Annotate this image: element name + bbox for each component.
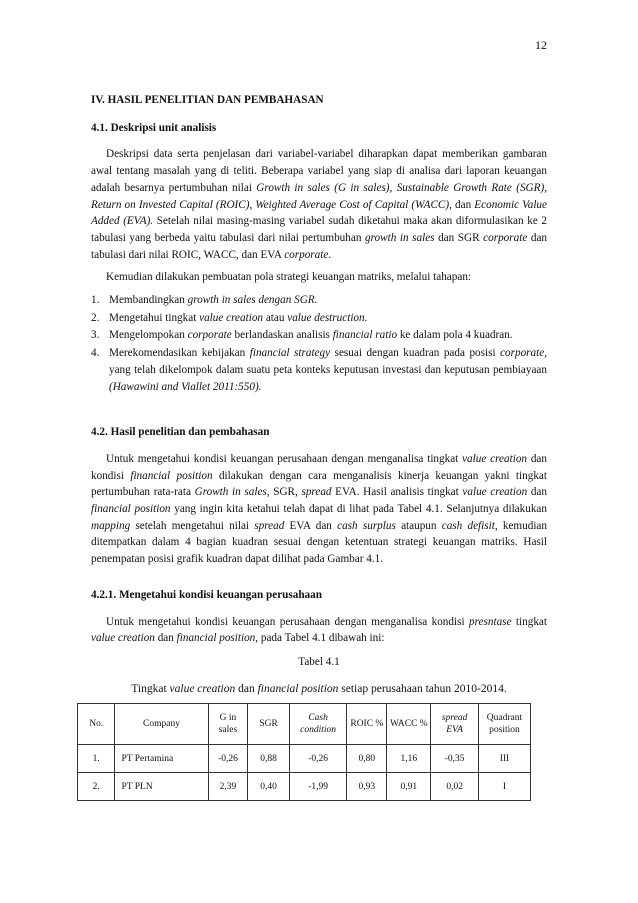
- text-run: ataupun: [395, 519, 442, 532]
- text-run: spread: [301, 486, 332, 499]
- section-heading: IV. HASIL PENELITIAN DAN PEMBAHASAN: [91, 94, 324, 106]
- header-g-in-sales: G in sales: [208, 704, 248, 745]
- list-number: 3.: [91, 329, 100, 342]
- text-run: .: [328, 248, 332, 261]
- table-row: [78, 745, 531, 773]
- text-run: pada Tabel 4.1 dibawah ini:: [258, 632, 385, 645]
- text-run: value creation: [462, 452, 528, 465]
- text-run: yang ingin kita ketahui telah dapat di lihat pada Tabel 4.1. Selanjutnya dilakukan: [170, 503, 547, 516]
- text-run: value destruction.: [287, 311, 368, 324]
- table-cell: I: [478, 773, 530, 801]
- table-cell: 1.: [78, 745, 115, 773]
- table-cell: -0,26: [289, 745, 347, 773]
- table-cell: 0,80: [347, 745, 387, 773]
- text-run: corporate: [187, 329, 232, 342]
- list-item: [91, 327, 547, 344]
- text-run: dan kondisi: [91, 452, 547, 482]
- text-run: growth in sales dengan SGR.: [187, 294, 318, 307]
- text-run: Mengelompokan: [109, 329, 188, 342]
- text-run: value creation: [199, 311, 264, 324]
- text-run: sesuai dengan kuadran pada posisi: [330, 347, 501, 360]
- table-cell: PT Pertamina: [115, 745, 208, 773]
- text-run: EVA dan: [284, 519, 338, 532]
- list-number: 4.: [91, 347, 100, 360]
- list-item: [91, 292, 547, 309]
- text-run: Growth in sales (G in sales), Sustainable Growth Rate (SGR), Return on Invested Capital (ROIC), Weighted Average Cost of Capital (WACC),: [91, 181, 547, 211]
- text-run: setelah mengetahui nilai: [130, 519, 255, 532]
- text-run: corporate: [284, 248, 329, 261]
- text-run: tingkat: [511, 615, 548, 628]
- text-run: dan: [527, 486, 547, 499]
- text-run: Growth in sales: [194, 486, 267, 499]
- table-caption: [91, 681, 547, 698]
- header-cash-condition: Cash condition: [289, 704, 347, 745]
- text-run: value creation: [169, 682, 236, 695]
- table-cell: 2.: [78, 773, 115, 801]
- document-body: [91, 92, 547, 801]
- text-run: corporate,: [500, 347, 547, 360]
- results-table: [77, 703, 531, 801]
- text-run: , kemudian ditempatkan dalam 4 bagian kuadran sesuai dengan ketentuan strategi keuangan matriks. Hasil penempatan posisi grafik kuadran dapat dilihat pada Gambar 4.1.: [91, 519, 547, 566]
- table-cell: 0,40: [248, 773, 289, 801]
- text-run: Deskripsi data serta penjelasan dari variabel-variabel diharapkan dapat memberikan gambaran awal tentang masalah yang di teliti. Beberapa variabel yang siap di analisa dari laporan keuangan adalah besarnya pertumbuhan nilai: [91, 148, 547, 194]
- table-title: Tabel 4.1: [298, 655, 340, 668]
- text-run: presntase: [469, 615, 512, 628]
- text-run: berlandaskan analisis: [231, 329, 333, 342]
- table-cell: PT PLN: [115, 773, 208, 801]
- table-cell: 2,39: [208, 773, 248, 801]
- list-item: [91, 345, 547, 395]
- text-run: Economic Value Added (EVA).: [91, 198, 547, 228]
- text-run: Setelah nilai masing-masing variabel sudah diketahui maka akan diformulasikan ke 2 tabulasi yang berbeda yaitu tabulasi dari nilai pertumbuhan: [91, 215, 547, 244]
- table-cell: 0,02: [431, 773, 479, 801]
- text-run: Untuk mengetahui kondisi keuangan perusahaan dengan menganalisa kondisi: [106, 615, 470, 628]
- subsection-heading-4-1: 4.1. Deskripsi unit analisis: [91, 121, 217, 134]
- text-run: dan SGR: [434, 231, 484, 244]
- table-cell: 0,93: [347, 773, 387, 801]
- list-item: [91, 310, 547, 327]
- page-number: 12: [535, 38, 547, 52]
- text-run: value creation: [91, 632, 155, 645]
- table-cell: -1,99: [289, 773, 347, 801]
- spacer: [91, 568, 547, 587]
- text-run: cash defisit: [441, 519, 495, 532]
- paragraph-tahapan: Kemudian dilakukan pembuatan pola strategi keuangan matriks, melalui tahapan:: [106, 271, 472, 284]
- text-run: financial position,: [176, 632, 259, 645]
- text-run: (Hawawini and Viallet 2011:550).: [109, 380, 262, 393]
- list-number: 1.: [91, 294, 100, 307]
- text-run: financial strategy: [249, 347, 331, 360]
- paragraph-deskripsi: [91, 146, 547, 263]
- text-run: dan tabulasi dari nilai ROIC, WACC, dan EVA: [91, 231, 548, 261]
- text-run: corporate: [483, 231, 528, 244]
- text-run: yang telah dikelompok dalam suatu peta konteks keputusan investasi dan keputusan pembiayaan: [109, 363, 547, 376]
- subsection-heading-4-2-1: 4.2.1. Mengetahui kondisi keuangan perusahaan: [91, 588, 322, 601]
- text-run: cash surplus: [337, 519, 396, 532]
- table-cell: 1,16: [387, 745, 431, 773]
- subsection-heading-4-2: 4.2. Hasil penelitian dan pembahasan: [91, 426, 270, 439]
- text-run: Membandingkan: [109, 294, 188, 307]
- text-run: EVA. Hasil analisis tingkat: [331, 486, 463, 499]
- header-spread-eva: spread EVA: [431, 704, 479, 745]
- text-run: ke dalam pola 4 kuadran.: [397, 329, 513, 342]
- steps-list: [91, 292, 547, 395]
- text-run: dan: [154, 632, 177, 645]
- table-row: [78, 773, 531, 801]
- text-run: financial position: [257, 682, 339, 695]
- header-sgr: SGR: [248, 704, 289, 745]
- text-run: Untuk mengetahui kondisi keuangan perusahaan dengan menganalisa tingkat: [106, 452, 463, 465]
- header-company: Company: [115, 704, 208, 745]
- text-run: , SGR,: [266, 486, 302, 499]
- spacer: [91, 405, 547, 424]
- text-run: dan: [235, 682, 258, 695]
- text-run: Mengetahui tingkat: [109, 311, 200, 324]
- text-run: financial position: [130, 469, 213, 482]
- header-no: No.: [78, 704, 115, 745]
- text-run: value creation: [462, 486, 528, 499]
- text-run: Tingkat: [131, 682, 170, 695]
- text-run: financial ratio: [332, 329, 398, 342]
- table-cell: III: [478, 745, 530, 773]
- text-run: atau: [263, 311, 288, 324]
- text-run: growth in sales: [365, 231, 435, 244]
- table-cell: 0,91: [387, 773, 431, 801]
- header-roic: ROIC %: [347, 704, 387, 745]
- table-header-row: [78, 704, 531, 745]
- list-number: 2.: [91, 311, 100, 324]
- paragraph-hasil: [91, 451, 547, 568]
- text-run: mapping: [91, 519, 131, 532]
- text-run: dilakukan dengan cara menganalisis kinerja keuangan yakni tingkat pertumbuhan rata-rata: [91, 469, 547, 499]
- header-quadrant: Quadrant position: [478, 704, 530, 745]
- paragraph-kondisi: [91, 614, 547, 647]
- table-cell: 0,88: [248, 745, 289, 773]
- table-cell: -0,35: [431, 745, 479, 773]
- table-cell: -0,26: [208, 745, 248, 773]
- text-run: setiap perusahaan tahun 2010-2014.: [338, 682, 507, 695]
- text-run: dan: [451, 198, 475, 211]
- text-run: financial position: [91, 503, 171, 516]
- header-wacc: WACC %: [387, 704, 431, 745]
- text-run: Merekomendasikan kebijakan: [109, 347, 250, 360]
- text-run: spread: [254, 519, 285, 532]
